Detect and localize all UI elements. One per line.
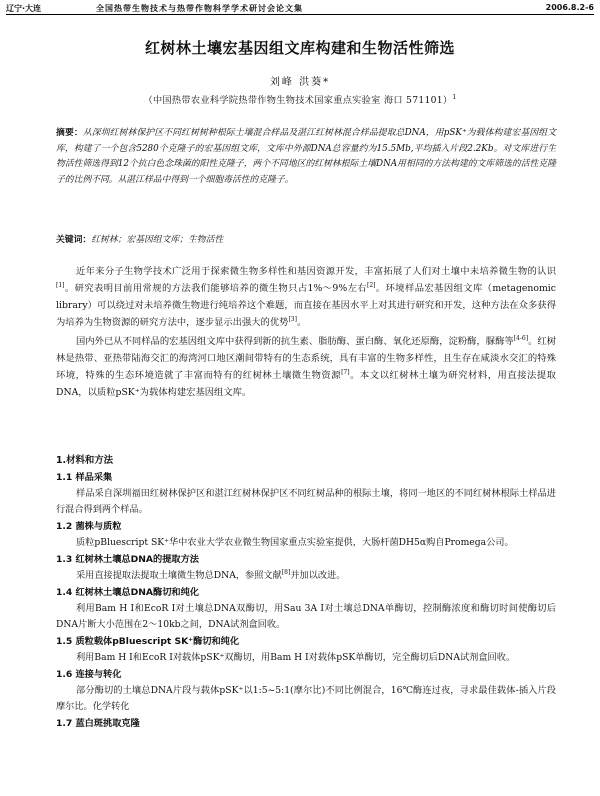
citation: [2]	[366, 281, 376, 289]
section-text: 利用Bam H I和EcoR I对土壤总DNA双酶切，用Sau 3A I对土壤总DNA单酶切，控制酶浓度和酶切时间使酶切后DNA片断大小范围在2～10kb之间，DNA试剂盒回收。	[56, 603, 556, 630]
subsection-heading: 1.6 连接与转化	[56, 669, 122, 680]
affiliation-footnote-mark: 1	[452, 93, 457, 101]
section-heading: 1.材料和方法	[56, 455, 113, 466]
header-location: 辽宁·大连	[6, 4, 42, 13]
citation: [8]	[281, 568, 291, 576]
section-text: 样品采自深圳福田红树林保护区和湛江红树林保护区不同红树品种的根际土壤，将同一地区的不同红树林根际土样品进行混合得到两个样品。	[56, 488, 556, 515]
section-text: 利用Bam H I和EcoR I对载体pSK⁺双酶切，用Bam H I对载体pSK单酶切，完全酶切后DNA试剂盒回收。	[76, 652, 516, 663]
paper-authors: 刘峰 洪葵*	[269, 77, 331, 88]
affiliation-text: （中国热带农业科学院热带作物生物技术国家重点实验室 海口 571101）	[143, 95, 453, 106]
citation: [4-6]	[513, 334, 529, 342]
citation: [1]	[56, 281, 65, 289]
section-text: 部分酶切的土壤总DNA片段与载体pSK⁺以1:5~5:1(摩尔比)不同比例混合，16℃酶连过夜，寻求最佳载体-插入片段摩尔比。化学转化	[56, 685, 556, 712]
subsection-heading: 1.2 菌株与质粒	[56, 521, 122, 532]
subsection-heading: 1.7 蓝白斑挑取克隆	[56, 718, 140, 729]
subsection-heading: 1.4 红树林土壤总DNA酶切和纯化	[56, 587, 199, 598]
subsection-heading: 1.5 质粒载体pBluescript SK⁺酶切和纯化	[56, 636, 240, 647]
subsection-heading: 1.1 样品采集	[56, 472, 113, 483]
intro-paragraph: 国内外已从不同样品的宏基因组文库中获得到新的抗生素、脂肪酶、蛋白酶、氧化还原酶，淀粉酶，脲酶等[4-6]。红树林是热带、亚热带陆海交汇的海湾河口地区潮间带特有的生态系统，具有丰富的生物多样性，且生存在咸淡水交汇的特殊环境，特殊的生态环境造就了丰富而特有的红树林土壤微生物资源[7]。本文以红树林土壤为研究材料，用直接法提取DNA，以质粒pSK⁺为载体构建宏基因组文库。	[56, 334, 556, 398]
header-date: 2006.8.2-6	[545, 3, 594, 12]
section-text: 质粒pBluescript SK⁺华中农业大学农业微生物国家重点实验室提供，大肠杆菌DH5α购自Promega公司。	[76, 537, 514, 548]
keywords	[56, 232, 556, 245]
citation: [7]	[341, 368, 350, 376]
citation: [3]	[288, 315, 297, 323]
header-proceedings-title: 全国热带生物技术与热带作物科学学术研讨会论文集	[96, 4, 303, 13]
paper-title: 红树林土壤宏基因组文库构建和生物活性筛选	[144, 39, 455, 57]
keywords-label: 关键词：	[56, 235, 92, 245]
materials-and-methods	[56, 453, 556, 732]
keywords-text: 红树林；宏基因组文库；生物活性	[91, 235, 224, 245]
author-affiliation	[0, 92, 600, 106]
abstract-label: 摘要：	[56, 128, 83, 138]
abstract	[56, 126, 556, 188]
running-header	[6, 2, 594, 15]
abstract-text: 从深圳红树林保护区不同红树树种根际土壤混合样品及湛江红树林混合样品提取总DNA，用pSK⁺为载体构建宏基因组文库，构建了一个包含5280个克隆子的宏基因组文库，文库中外源DNA总容量约为15.5Mb,平均插入片段2.2Kb。对文库进行生物活性筛选得到12个抗白色念珠菌的阳性克隆子，两个不同地区的红树林根际土壤DNA用相同的方法构建的文库筛选的活性克隆子的比例不同。从湛江样品中得到一个细胞毒活性的克隆子。	[56, 128, 556, 185]
introduction	[56, 263, 556, 403]
subsection-heading: 1.3 红树林土壤总DNA的提取方法	[56, 554, 199, 565]
intro-paragraph: 近年来分子生物学技术广泛用于探索微生物多样性和基因资源开发，丰富拓展了人们对土壤中未培养微生物的认识[1]。研究表明目前用常规的方法我们能够培养的微生物只占1%～9%左右[2]。环境样品宏基因组文库（metagenomic library）可以绕过对未培养微生物进行纯培养这个难题，而直接在基因水平上对其进行研究和开发，这种方法在众多获得为培养为生物资源的研究方法中，逐步显示出强大的优势[3]。	[56, 266, 556, 328]
section-text: 采用直接提取法提取土壤微生物总DNA，参照文献[8]并加以改进。	[76, 568, 346, 581]
